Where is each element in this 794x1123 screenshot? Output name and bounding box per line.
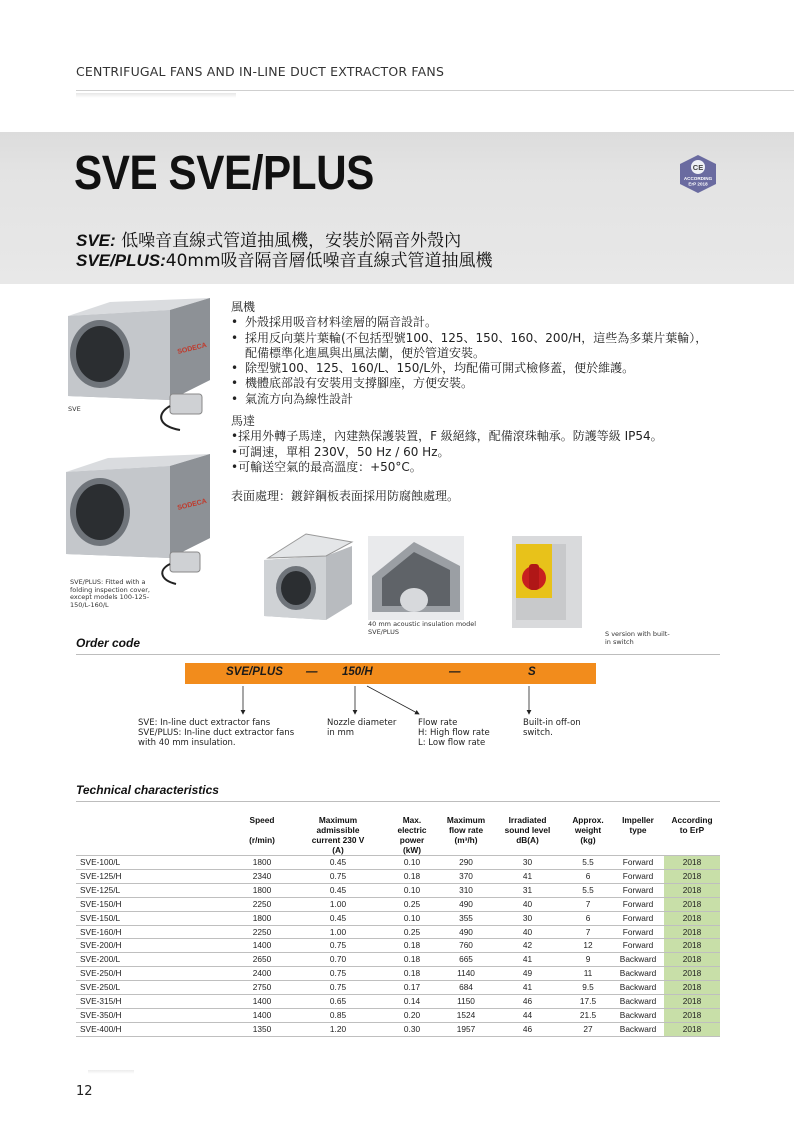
sveplus-product-image [58,450,218,590]
table-cell: 684 [441,981,491,995]
table-cell: 2340 [231,869,293,883]
table-cell: 30 [491,911,564,925]
erp-cell: 2018 [664,856,720,870]
col-header-flow: Maximum flow rate (m³/h) [446,815,486,845]
sve-product-image [60,296,220,434]
table-cell: 9 [564,953,612,967]
brand-label-plus: SODECA [176,497,208,512]
table-cell: 9.5 [564,981,612,995]
list-item: • 機體底部設有安裝用支撐腳座，方便安裝。 [231,376,711,391]
badge-mark: CE [692,163,704,172]
table-cell: 1800 [231,883,293,897]
table-row [76,925,720,939]
table-cell: 370 [441,869,491,883]
table-cell: 355 [441,911,491,925]
subtitle-sveplus: SVE/PLUS:40mm吸音隔音層低噪音直線式管道抽風機 [76,251,493,271]
model-cell: SVE-100/L [76,856,231,870]
model-cell: SVE-250/H [76,967,231,981]
table-cell: 0.10 [383,883,441,897]
table-cell: 42 [491,939,564,953]
table-cell: 0.45 [293,883,383,897]
table-cell: 40 [491,925,564,939]
table-cell: Forward [612,939,664,953]
table-cell: 27 [564,1022,612,1036]
erp-ce-badge-icon [676,154,720,194]
table-cell: 2750 [231,981,293,995]
footer-shadow [88,1070,134,1074]
table-cell: 0.25 [383,925,441,939]
header-shadow [76,93,236,98]
table-cell: 0.30 [383,1022,441,1036]
table-row [76,883,720,897]
table-cell: 41 [491,869,564,883]
table-cell: 1.00 [293,897,383,911]
model-cell: SVE-400/H [76,1022,231,1036]
table-cell: 41 [491,953,564,967]
switch-caption: S version with built-in switch [605,630,670,646]
table-cell: 46 [491,1022,564,1036]
badge-line2: ErP 2018 [688,181,708,187]
erp-cell: 2018 [664,995,720,1009]
order-code-size: 150/H [342,666,373,678]
table-cell: 2250 [231,925,293,939]
erp-cell: 2018 [664,911,720,925]
model-cell: SVE-250/L [76,981,231,995]
description-block [231,300,711,505]
table-row [76,981,720,995]
erp-cell: 2018 [664,967,720,981]
table-cell: Backward [612,981,664,995]
table-cell: 1400 [231,939,293,953]
technical-heading: Technical characteristics [76,783,219,797]
section-header: CENTRIFUGAL FANS AND IN-LINE DUCT EXTRACTOR FANS [76,64,445,79]
table-cell: 1150 [441,995,491,1009]
table-cell: Forward [612,883,664,897]
table-cell: 46 [491,995,564,1009]
order-note-model: SVE: In-line duct extractor fans SVE/PLUS: In-line duct extractor fans with 40 mm insulation. [138,718,295,748]
table-cell: 760 [441,939,491,953]
table-cell: 1800 [231,911,293,925]
table-cell: 21.5 [564,1008,612,1022]
table-cell: 0.18 [383,953,441,967]
table-cell: 2650 [231,953,293,967]
erp-cell: 2018 [664,953,720,967]
table-cell: 49 [491,967,564,981]
table-cell: 0.14 [383,995,441,1009]
col-header-weight: Approx. weight (kg) [572,815,604,845]
col-header-erp: According to ErP [671,815,713,835]
order-code-dash: — [449,666,461,678]
model-cell: SVE-125/L [76,883,231,897]
table-cell: 0.10 [383,856,441,870]
table-cell: 0.75 [293,981,383,995]
fan-heading: 風機 [231,300,256,314]
table-cell: 0.45 [293,911,383,925]
table-cell: 0.18 [383,967,441,981]
motor-item: •可調速，單相 230V，50 Hz / 60 Hz。 [231,444,450,459]
table-cell: 0.45 [293,856,383,870]
technical-rule [76,801,720,802]
list-item: • 氣流方向為線性設計 [231,392,711,407]
order-code-arrows [185,684,596,720]
table-cell: 665 [441,953,491,967]
col-header-speed: Speed (r/min) [249,815,275,845]
table-cell: 30 [491,856,564,870]
table-cell: 0.25 [383,897,441,911]
table-cell: 6 [564,911,612,925]
table-cell: 44 [491,1008,564,1022]
table-cell: Backward [612,967,664,981]
model-cell: SVE-160/H [76,925,231,939]
col-header-model [76,815,231,856]
col-header-current: Maximum admissible current 230 V (A) [311,815,365,855]
sveplus-caption: SVE/PLUS: Fitted with a folding inspection cover, except models 100-125-150/L-160/L [70,578,150,609]
order-note-flow: Flow rate H: High flow rate L: Low flow rate [418,718,490,748]
erp-cell: 2018 [664,883,720,897]
table-cell: 1957 [441,1022,491,1036]
list-item: • 除型號100、125、160/L、150/L外，均配備可開式檢修蓋，便於維護。 [231,361,711,376]
table-row [76,1008,720,1022]
order-note-switch: Built-in off-on switch. [523,718,581,738]
table-row [76,995,720,1009]
erp-cell: 2018 [664,981,720,995]
model-cell: SVE-150/L [76,911,231,925]
order-code-heading: Order code [76,636,141,650]
table-row [76,911,720,925]
erp-cell: 2018 [664,925,720,939]
erp-cell: 2018 [664,897,720,911]
badge-line1: ACCORDING [683,176,713,181]
order-note-diameter: Nozzle diameter in mm [327,718,397,738]
list-item: • 採用反向葉片葉輪(不包括型號100、125、150、160、200/H，這些為多葉片葉輪），配備標準化進風與出風法蘭，便於管道安裝。 [231,331,711,362]
table-cell: 1400 [231,1008,293,1022]
table-cell: 0.85 [293,1008,383,1022]
technical-table-body [76,856,720,1037]
table-cell: 0.75 [293,939,383,953]
table-cell: 2250 [231,897,293,911]
erp-cell: 2018 [664,1022,720,1036]
table-cell: Forward [612,925,664,939]
model-cell: SVE-315/H [76,995,231,1009]
table-cell: 5.5 [564,883,612,897]
subtitle-sve: SVE: 低噪音直線式管道抽風機，安裝於隔音外殼內 [76,231,462,251]
table-cell: 7 [564,897,612,911]
table-cell: 0.65 [293,995,383,1009]
table-cell: 0.17 [383,981,441,995]
header-divider [76,90,794,91]
table-cell: 12 [564,939,612,953]
table-cell: 0.10 [383,911,441,925]
list-item: • 外殼採用吸音材料塗層的隔音設計。 [231,315,711,330]
table-cell: 490 [441,925,491,939]
table-cell: 31 [491,883,564,897]
table-cell: Backward [612,995,664,1009]
surface-treatment: 表面處理：鍍鋅鋼板表面採用防腐蝕處理。 [231,489,460,504]
table-cell: 0.18 [383,869,441,883]
table-row [76,856,720,870]
erp-cell: 2018 [664,869,720,883]
order-code-model: SVE/PLUS [226,666,283,678]
page-number: 12 [76,1084,93,1099]
order-code-dash: — [306,666,318,678]
table-cell: 0.70 [293,953,383,967]
table-cell: 40 [491,897,564,911]
table-cell: 290 [441,856,491,870]
table-cell: 2400 [231,967,293,981]
table-cell: Forward [612,897,664,911]
table-row [76,953,720,967]
table-row [76,869,720,883]
order-code-switch: S [528,666,536,678]
col-header-impeller: Impeller type [622,815,654,835]
erp-cell: 2018 [664,1008,720,1022]
open-cover-image [256,530,360,626]
technical-table [76,815,720,1037]
table-cell: Backward [612,1022,664,1036]
table-row [76,939,720,953]
sve-caption: SVE [68,405,81,413]
table-cell: 1400 [231,995,293,1009]
table-cell: 7 [564,925,612,939]
model-cell: SVE-200/H [76,939,231,953]
order-code-rule [76,654,720,655]
page-title: SVE SVE/PLUS [74,147,374,200]
table-cell: 1.00 [293,925,383,939]
table-cell: Backward [612,1008,664,1022]
brand-label: SODECA [176,341,208,356]
col-header-sound: Irradiated sound level dB(A) [504,815,551,845]
table-row [76,1022,720,1036]
table-cell: Backward [612,953,664,967]
motor-item: •採用外轉子馬達，內建熱保護裝置，F 級絕緣，配備滾珠軸承。防護等級 IP54。 [231,429,663,444]
erp-cell: 2018 [664,939,720,953]
insulation-image [368,536,464,620]
table-row [76,967,720,981]
table-cell: 0.18 [383,939,441,953]
table-cell: 11 [564,967,612,981]
insulation-caption: 40 mm acoustic insulation model SVE/PLUS [368,620,477,636]
model-cell: SVE-350/H [76,1008,231,1022]
table-cell: 41 [491,981,564,995]
model-cell: SVE-200/L [76,953,231,967]
fan-feature-list [231,315,711,407]
table-cell: 1140 [441,967,491,981]
model-cell: SVE-150/H [76,897,231,911]
table-cell: 0.20 [383,1008,441,1022]
table-cell: 0.75 [293,869,383,883]
model-cell: SVE-125/H [76,869,231,883]
table-cell: 1.20 [293,1022,383,1036]
table-cell: 490 [441,897,491,911]
table-cell: 1800 [231,856,293,870]
col-header-power: Max. electric power (kW) [397,815,427,855]
switch-image [512,536,582,628]
table-cell: 5.5 [564,856,612,870]
table-cell: 1524 [441,1008,491,1022]
motor-item: •可輸送空氣的最高溫度：+50°C。 [231,459,422,474]
table-cell: Forward [612,856,664,870]
table-row [76,897,720,911]
table-cell: 17.5 [564,995,612,1009]
table-cell: Forward [612,911,664,925]
table-cell: 0.75 [293,967,383,981]
table-cell: Forward [612,869,664,883]
table-cell: 310 [441,883,491,897]
motor-heading: 馬達 [231,414,256,429]
table-cell: 6 [564,869,612,883]
table-header-row [76,815,720,856]
table-cell: 1350 [231,1022,293,1036]
